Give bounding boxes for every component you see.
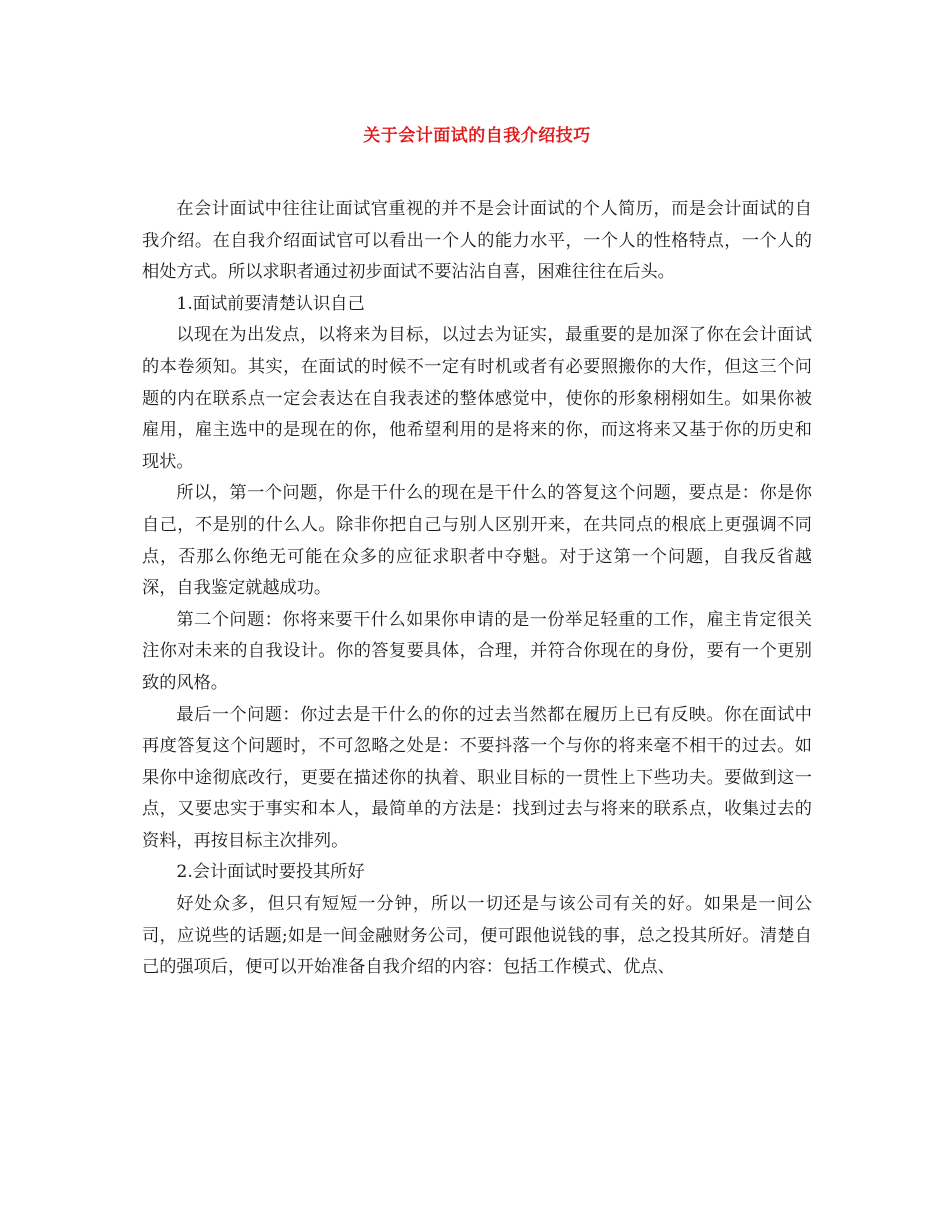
paragraph-intro: 在会计面试中往往让面试官重视的并不是会计面试的个人简历，而是会计面试的自我介绍。在自我介绍面试官可以看出一个人的能力水平，一个人的性格特点，一个人的相处方式。所以求职者通过初步面试不要沾沾自喜，困难往往在后头。 [142, 199, 812, 283]
section-heading-cater-to-company: 2.会计面试时要投其所好 [176, 862, 365, 883]
paragraph-question-three: 最后一个问题：你过去是干什么的你的过去当然都在履历上已有反映。你在面试中再度答复这个问题时，不可忽略之处是：不要抖落一个与你的将来毫不相干的过去。如果你中途彻底改行，更要在描述你的执着、职业目标的一贯性上下些功夫。要做到这一点，又要忠实于事实和本人，最简单的方法是：找到过去与将来的联系点，收集过去的资料，再按目标主次排列。 [142, 704, 812, 851]
document-title: 关于会计面试的自我介绍技巧 [363, 126, 591, 146]
paragraph-cater-to-company: 好处众多，但只有短短一分钟，所以一切还是与该公司有关的好。如果是一间公司，应说些的话题;如是一间金融财务公司，便可跟他说钱的事，总之投其所好。清楚自己的强项后，便可以开始准备自我介绍的内容：包括工作模式、优点、 [142, 894, 812, 978]
section-heading-know-yourself: 1.面试前要清楚认识自己 [176, 293, 365, 314]
paragraph-question-one: 所以，第一个问题，你是干什么的现在是干什么的答复这个问题，要点是：你是你自己，不是别的什么人。除非你把自己与别人区别开来，在共同点的根底上更强调不同点，否那么你绝无可能在众多的应征求职者中夺魁。对于这第一个问题，自我反省越深，自我鉴定就越成功。 [142, 483, 812, 599]
paragraph-three-questions: 以现在为出发点，以将来为目标，以过去为证实，最重要的是加深了你在会计面试的本卷须知。其实，在面试的时候不一定有时机或者有必要照搬你的大作，但这三个问题的内在联系点一定会表达在自我表述的整体感觉中，使你的形象栩栩如生。如果你被雇用，雇主选中的是现在的你，他希望利用的是将来的你，而这将来又基于你的历史和现状。 [142, 325, 812, 472]
paragraph-question-two: 第二个问题：你将来要干什么如果你申请的是一份举足轻重的工作，雇主肯定很关注你对未来的自我设计。你的答复要具体，合理，并符合你现在的身份，要有一个更别致的风格。 [142, 609, 812, 693]
document-body [142, 194, 812, 984]
